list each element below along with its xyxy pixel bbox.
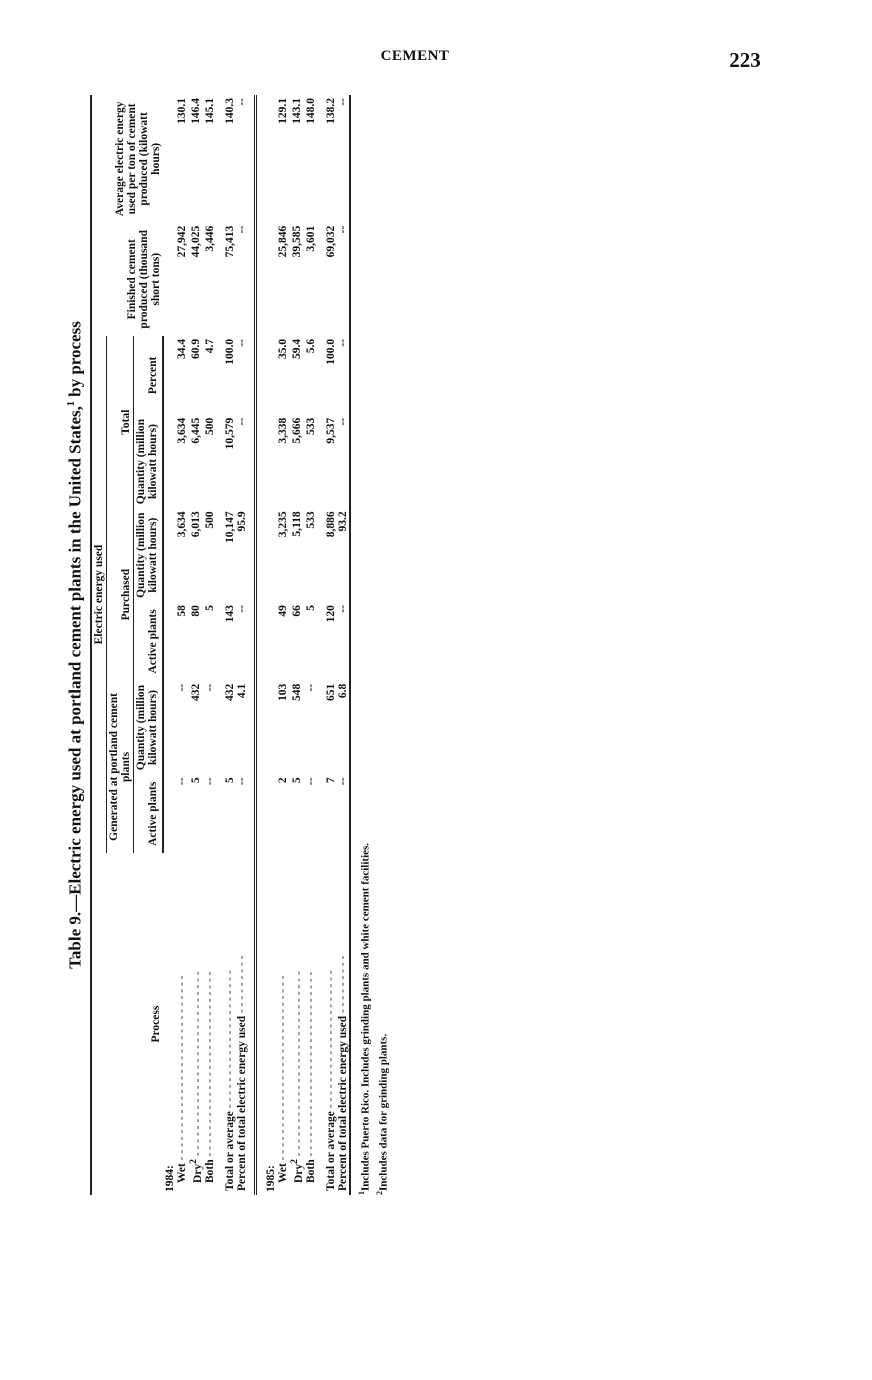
process-label: Wet xyxy=(176,1163,189,1183)
avg-cell: 143.1 xyxy=(291,98,304,124)
tot-qty-cell: 10,579 xyxy=(224,417,237,450)
process-label: Dry xyxy=(292,1163,305,1183)
pur-qty-cell: 95.9 xyxy=(236,511,249,532)
total-label: Total or average xyxy=(224,1111,237,1191)
caption-text: Table 9.—Electric energy used at portland cement plants in the United States, xyxy=(65,406,85,969)
process-label: Both xyxy=(204,1159,217,1183)
footnote-marker: 1 xyxy=(356,1191,366,1195)
avg-cell: 129.1 xyxy=(277,98,290,124)
footnote-1 xyxy=(355,95,373,1195)
col-pur-quantity: Quantity (million kilowatt hours) xyxy=(134,508,164,602)
tot-qty-cell: 3,338 xyxy=(277,417,290,444)
col-purchased: Purchased xyxy=(107,508,134,680)
table-row: Dry$^2$ - - - - - - - - - - - - - - - - - - - - - - - - - - - - 5 548 66 5,118 5,666 59.4 39,585 143.1 xyxy=(289,95,305,1195)
pur-qty-cell: 6,013 xyxy=(190,511,203,538)
gen-plants-cell: 5 xyxy=(190,777,203,784)
avg-cell: 146.4 xyxy=(190,98,203,124)
avg-cell: 130.1 xyxy=(176,98,189,124)
gen-qty-cell: -- xyxy=(204,683,217,692)
pur-plants-cell: -- xyxy=(337,602,350,681)
tot-qty-cell: 5,666 xyxy=(291,417,304,444)
pur-plants-cell: 120 xyxy=(324,605,337,623)
avg-cell: -- xyxy=(337,95,350,223)
footnote-text: Includes data for grinding plants. xyxy=(377,1033,390,1191)
table-row: Both - - - - - - - - - - - - - - - - - - - - - - - - - - - - -- -- 5 500 500 4.7 3,446 145.1 xyxy=(204,95,216,1195)
tot-qty-cell: 9,537 xyxy=(324,417,337,444)
gen-plants-cell: 5 xyxy=(291,777,304,784)
gen-qty-cell: 432 xyxy=(190,683,203,702)
pur-plants-cell: 5 xyxy=(204,605,217,611)
tot-pct-cell: 4.7 xyxy=(204,338,217,354)
cement-cell: 27,942 xyxy=(176,225,189,258)
pur-qty-cell: 500 xyxy=(204,511,217,529)
col-pur-active-plants: Active plants xyxy=(134,602,164,681)
gen-plants-cell: 7 xyxy=(324,777,337,784)
tot-qty-cell: -- xyxy=(337,415,350,509)
percent-row: Percent of total electric energy used - - - - - - - - - -- 6.8 -- 93.2 -- -- -- -- xyxy=(337,95,350,1195)
avg-cell: -- xyxy=(236,98,249,106)
tot-pct-cell: -- xyxy=(236,338,249,347)
gen-plants-cell: -- xyxy=(204,777,217,786)
gen-plants-cell: 2 xyxy=(277,777,290,784)
gen-qty-cell: 651 xyxy=(324,683,337,702)
avg-cell: 148.0 xyxy=(304,98,317,124)
process-label: Dry xyxy=(192,1163,205,1183)
table-row: Wet - - - - - - - - - - - - - - - - - - - - - - - - - - - - 2 103 49 3,235 3,338 35.0 25,846 129.1 xyxy=(277,95,289,1195)
gen-plants-cell: 5 xyxy=(224,777,237,784)
gen-qty-cell: 6.8 xyxy=(337,681,350,775)
gen-plants-cell: -- xyxy=(337,774,350,853)
caption-suffix: by process xyxy=(65,321,85,402)
rotated-table-block xyxy=(60,95,440,1195)
pur-plants-cell: 80 xyxy=(190,605,203,617)
tot-pct-cell: 100.0 xyxy=(224,338,237,365)
total-row: Total or average - - - - - - - - - - - - - - - - - - - - - 5 432 143 10,147 10,579 100.0 75,413 140.3 xyxy=(224,95,236,1195)
footnote-text: Includes Puerto Rico. Includes grinding plants and white cement facilities. xyxy=(359,842,372,1191)
col-tot-quantity: Quantity (million kilowatt hours) xyxy=(134,415,164,509)
cement-cell: 39,585 xyxy=(291,225,304,258)
footnote-2 xyxy=(373,95,391,1195)
pur-plants-cell: 49 xyxy=(277,605,290,617)
gen-plants-cell: -- xyxy=(236,777,249,786)
footnote-ref: 2 xyxy=(289,1159,301,1164)
col-tot-percent: Percent xyxy=(134,336,164,415)
tot-qty-cell: 533 xyxy=(304,417,317,436)
tot-pct-cell: 100.0 xyxy=(324,338,337,365)
tot-pct-cell: 35.0 xyxy=(277,338,290,360)
footnotes xyxy=(355,95,390,1195)
gen-qty-cell: 4.1 xyxy=(236,683,249,699)
pur-qty-cell: 3,235 xyxy=(277,511,290,538)
tot-pct-cell: 60.9 xyxy=(190,338,203,360)
cement-cell: 3,446 xyxy=(204,225,217,252)
gen-qty-cell: -- xyxy=(176,683,189,692)
gen-plants-cell: -- xyxy=(304,777,317,786)
percent-row: Percent of total electric energy used - - - - - - - - - -- 4.1 -- 95.9 -- -- -- -- xyxy=(236,95,248,1195)
col-total: Total xyxy=(107,336,134,509)
table-row: Both - - - - - - - - - - - - - - - - - - - - - - - - - - - - -- -- 5 533 533 5.6 3,601 148.0 xyxy=(305,95,317,1195)
tot-qty-cell: 500 xyxy=(204,417,217,436)
pur-qty-cell: 5,118 xyxy=(291,511,304,537)
col-gen-active-plants: Active plants xyxy=(134,774,164,853)
pur-plants-cell: 5 xyxy=(304,605,317,611)
year-label: 1985: xyxy=(265,1165,278,1192)
footnote-marker: 2 xyxy=(374,1191,384,1195)
pur-qty-cell: 10,147 xyxy=(224,511,237,544)
avg-cell: 138.2 xyxy=(324,98,337,124)
table-row: Dry$^2$ - - - - - - - - - - - - - - - - - - - - - - - - - - - - 5 432 80 6,013 6,445 60.9 44,025 146.4 xyxy=(188,95,204,1195)
col-average-energy: Average electric energy used per ton of cement produced (kilowatt hours) xyxy=(91,95,163,223)
footnote-ref: 2 xyxy=(188,1159,200,1164)
year-label: 1984: xyxy=(163,1165,176,1192)
process-label: Wet xyxy=(277,1163,290,1183)
cement-cell: -- xyxy=(337,223,350,336)
col-process: Process xyxy=(91,853,163,1195)
tot-qty-cell: 6,445 xyxy=(190,417,203,444)
caption-footnote-ref: 1 xyxy=(66,401,77,407)
cement-cell: 3,601 xyxy=(304,225,317,252)
col-electric-energy-used: Electric energy used xyxy=(91,336,107,853)
pur-qty-cell: 533 xyxy=(304,511,317,529)
cement-cell: 44,025 xyxy=(190,225,203,258)
col-finished-cement: Finished cement produced (thousand short tons) xyxy=(91,223,163,336)
percent-label: Percent of total electric energy used xyxy=(236,1015,249,1191)
tot-qty-cell: -- xyxy=(236,417,249,426)
tot-pct-cell: 59.4 xyxy=(291,338,304,360)
gen-qty-cell: 103 xyxy=(277,683,290,702)
double-rule xyxy=(248,95,256,1195)
cement-cell: 69,032 xyxy=(324,225,337,258)
total-row: Total or average - - - - - - - - - - - - - - - - - - - - - 7 651 120 8,886 9,537 100.0 69,032 138.2 xyxy=(325,95,337,1195)
tot-pct-cell: -- xyxy=(337,336,350,415)
avg-cell: 140.3 xyxy=(224,98,237,124)
table-caption xyxy=(60,95,84,1195)
tot-pct-cell: 5.6 xyxy=(304,338,317,354)
tot-qty-cell: 3,634 xyxy=(176,417,189,444)
electric-energy-table xyxy=(90,95,351,1195)
pur-qty-cell: 8,886 xyxy=(324,511,337,538)
pur-qty-cell: 3,634 xyxy=(176,511,189,538)
total-label: Total or average xyxy=(324,1111,337,1191)
tot-pct-cell: 34.4 xyxy=(176,338,189,360)
col-gen-quantity: Quantity (million kilowatt hours) xyxy=(134,681,164,775)
gen-qty-cell: 432 xyxy=(224,683,237,702)
percent-label: Percent of total electric energy used xyxy=(336,1015,349,1191)
gen-qty-cell: -- xyxy=(304,683,317,692)
avg-cell: 145.1 xyxy=(204,98,217,124)
gen-qty-cell: 548 xyxy=(291,683,304,702)
running-header: CEMENT xyxy=(380,48,450,64)
gen-plants-cell: -- xyxy=(176,777,189,786)
col-generated: Generated at portland cement plants xyxy=(107,681,134,853)
cement-cell: 25,846 xyxy=(277,225,290,258)
pur-qty-cell: 93.2 xyxy=(337,508,350,602)
cement-cell: -- xyxy=(236,225,249,234)
pur-plants-cell: -- xyxy=(236,605,249,613)
pur-plants-cell: 143 xyxy=(224,605,237,623)
pur-plants-cell: 58 xyxy=(176,605,189,617)
table-row: Wet - - - - - - - - - - - - - - - - - - - - - - - - - - - - -- -- 58 3,634 3,634 34.4 27,942 130.1 xyxy=(176,95,188,1195)
cement-cell: 75,413 xyxy=(224,225,237,258)
table-body xyxy=(163,95,350,1195)
page-number: 223 xyxy=(729,48,761,72)
pur-plants-cell: 66 xyxy=(291,605,304,617)
process-label: Both xyxy=(304,1159,317,1183)
